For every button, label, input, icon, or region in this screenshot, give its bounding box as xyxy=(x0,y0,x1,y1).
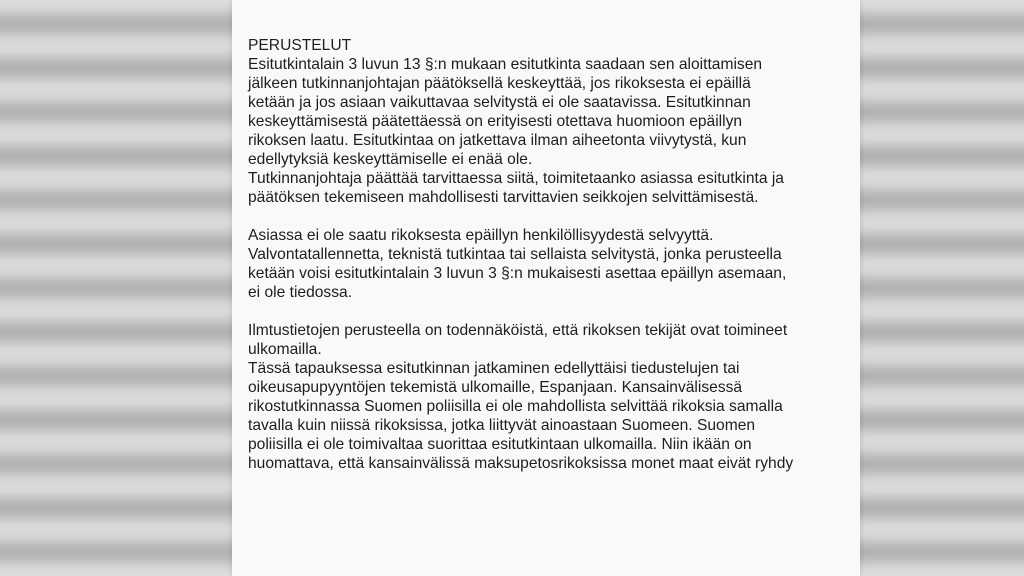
text-line: ketään voisi esitutkintalain 3 luvun 3 §:n mukaisesti asettaa epäillyn asemaan, xyxy=(248,265,787,282)
text-line: päätöksen tekemiseen mahdollisesti tarvittavien seikkojen selvittämisestä. xyxy=(248,189,759,206)
paragraph xyxy=(248,321,858,359)
text-line: ei ole tiedossa. xyxy=(248,284,353,301)
text-line: keskeyttämisestä päätettäessä on erityisesti otettava huomioon epäillyn xyxy=(248,113,743,130)
document-page xyxy=(232,0,860,576)
paragraph xyxy=(248,55,858,169)
paragraph xyxy=(248,169,858,207)
document-text xyxy=(248,36,858,473)
text-line: Asiassa ei ole saatu rikoksesta epäillyn henkilöllisyydestä selvyyttä. xyxy=(248,227,714,244)
text-line: poliisilla ei ole toimivaltaa suorittaa esitutkintaan ulkomailla. Niin ikään on xyxy=(248,436,752,453)
document-heading: PERUSTELUT xyxy=(248,37,352,54)
text-line: ketään ja jos asiaan vaikuttavaa selvitystä ei ole saatavissa. Esitutkinnan xyxy=(248,94,751,111)
text-line: rikoksen laatu. Esitutkintaa on jatkettava ilman aiheetonta viivytystä, kun xyxy=(248,132,747,149)
text-line: edellytyksiä keskeyttämiselle ei enää ole. xyxy=(248,151,533,168)
text-line: tavalla kuin niissä rikoksissa, jotka liittyvät ainoastaan Suomeen. Suomen xyxy=(248,417,756,434)
text-line: jälkeen tutkinnanjohtajan päätöksellä keskeyttää, jos rikoksesta ei epäillä xyxy=(248,75,751,92)
paragraph xyxy=(248,359,858,473)
text-line: Ilmtustietojen perusteella on todennäköistä, että rikoksen tekijät ovat toimineet xyxy=(248,322,788,339)
text-line: Tässä tapauksessa esitutkinnan jatkaminen edellyttäisi tiedustelujen tai xyxy=(248,360,740,377)
text-line: huomattava, että kansainvälissä maksupetosrikoksissa monet maat eivät ryhdy xyxy=(248,455,794,472)
text-line: rikostutkinnassa Suomen poliisilla ei ole mahdollista selvittää rikoksia samalla xyxy=(248,398,783,415)
text-line: Valvontatallennetta, teknistä tutkintaa tai sellaista selvitystä, jonka perusteella xyxy=(248,246,782,263)
text-line: Esitutkintalain 3 luvun 13 §:n mukaan esitutkinta saadaan sen aloittamisen xyxy=(248,56,763,73)
text-line: ulkomailla. xyxy=(248,341,322,358)
paragraph xyxy=(248,226,858,302)
text-line: Tutkinnanjohtaja päättää tarvittaessa siitä, toimitetaanko asiassa esitutkinta ja xyxy=(248,170,784,187)
text-line: oikeusapupyyntöjen tekemistä ulkomaille, Espanjaan. Kansainvälisessä xyxy=(248,379,743,396)
